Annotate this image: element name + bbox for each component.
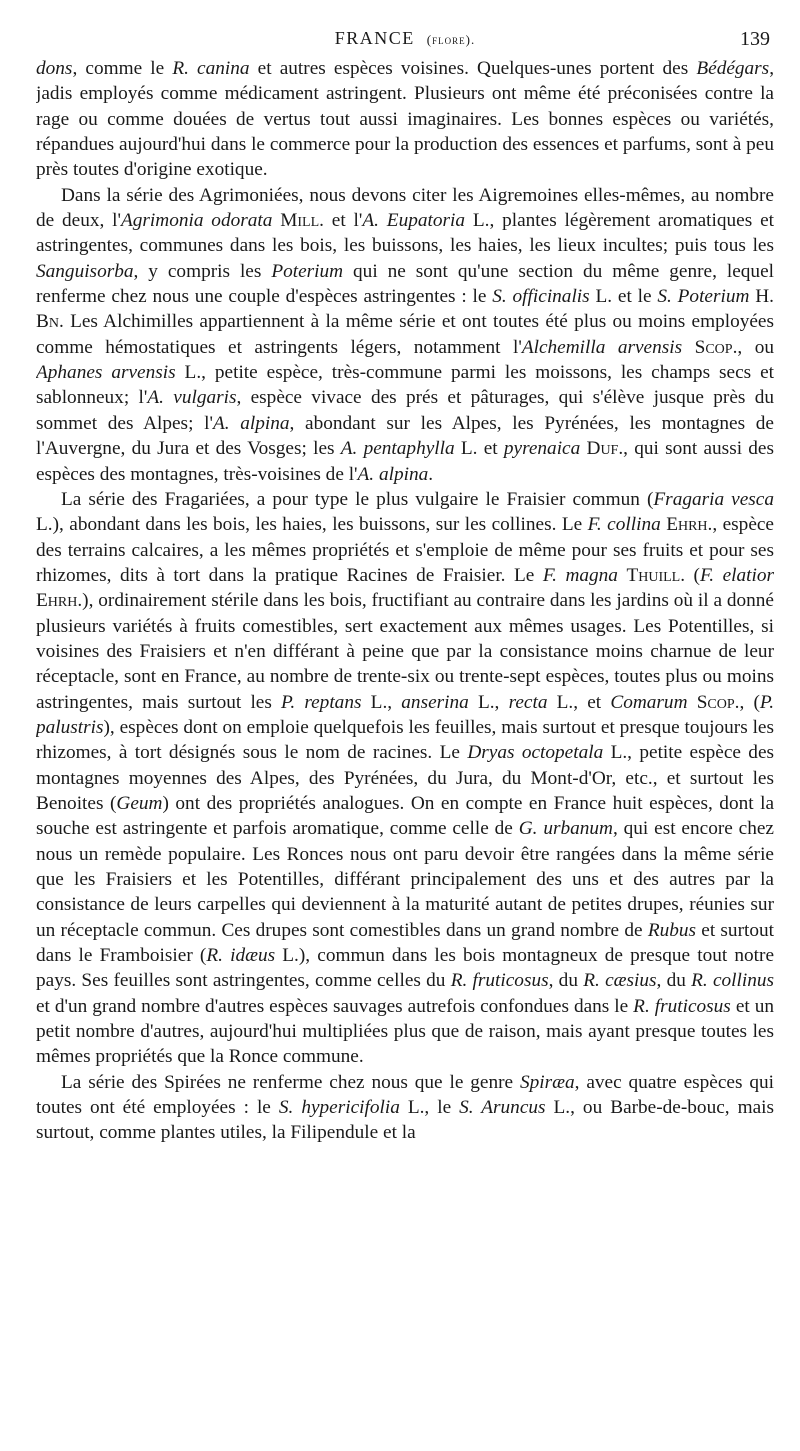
text-run: ., ou bbox=[732, 336, 774, 358]
text-run: , du bbox=[656, 970, 692, 992]
italic-text: R. idæus bbox=[206, 945, 276, 967]
italic-text: F. magna bbox=[542, 564, 618, 586]
italic-text: P. palustris bbox=[36, 691, 774, 738]
italic-text: Comarum bbox=[610, 691, 688, 713]
text-run: La série des Fragariées, a pour type le plus vulgaire le Fraisier commun ( bbox=[61, 488, 654, 510]
text-run: La série des Spirées ne renferme chez nous que le genre bbox=[61, 1071, 520, 1093]
italic-text: S. hypericifolia bbox=[278, 1097, 400, 1119]
small-caps-text: Scop bbox=[696, 691, 735, 713]
italic-text: Dryas octopetala bbox=[467, 742, 604, 764]
text-run: , abondant sur les Alpes, les Pyrénées, les montagnes de l'Auvergne, du Jura et des Vosges; les bbox=[36, 412, 774, 460]
italic-text: pyrenaica bbox=[503, 438, 581, 460]
page-number: 139 bbox=[740, 28, 770, 50]
text-run: , espèce vivace des prés et pâturages, qui s'élève jusque près du sommet des Alpes; l' bbox=[36, 387, 774, 434]
italic-text: R. fruticosus bbox=[450, 970, 549, 992]
italic-text: recta bbox=[508, 691, 548, 713]
italic-text: Sanguisorba bbox=[36, 260, 134, 282]
text-run: . et l' bbox=[319, 210, 363, 232]
italic-text: Geum bbox=[116, 792, 163, 814]
italic-text: A. alpina bbox=[357, 463, 429, 485]
text-run: . Les Alchimilles appartiennent à la même série et ont toutes été plus ou moins employées comme hémostatiques et astringents légers, notamment l' bbox=[36, 311, 774, 358]
italic-text: R. collinus bbox=[691, 970, 774, 992]
paragraph bbox=[36, 487, 774, 1070]
italic-text: A. pentaphylla bbox=[340, 438, 455, 460]
text-run bbox=[688, 692, 697, 713]
text-run bbox=[682, 337, 694, 358]
italic-text: S. Aruncus bbox=[459, 1097, 546, 1119]
text-run: , comme le bbox=[72, 58, 173, 79]
text-run: ) ont des propriétés analogues. On en compte en France huit espèces, dont la souche est astringente et parfois aromatique, comme celle de bbox=[36, 792, 774, 840]
text-run: L., plantes légèrement aromatiques et astringentes, communes dans les bois, les buissons, les haies, les lieux incultes; puis tous les bbox=[36, 210, 774, 257]
text-run: qui ne sont qu'une section du même genre, lequel renferme chez nous une couple d'espèces astringentes : le bbox=[36, 260, 774, 308]
text-run: et un petit nombre d'autres, aujourd'hui multipliées plus que de raison, mais ayant presque toutes les mêmes propriétés que la Ronce commune. bbox=[36, 995, 774, 1068]
italic-text: A. vulgaris bbox=[147, 387, 237, 409]
paragraph bbox=[36, 183, 774, 487]
text-run: L., bbox=[361, 691, 402, 713]
text-run: L.), abondant dans les bois, les haies, les buissons, sur les collines. Le bbox=[36, 514, 588, 536]
text-run: L. et le bbox=[589, 286, 658, 308]
italic-text: P. reptans bbox=[281, 691, 362, 713]
text-run: ., ( bbox=[734, 691, 760, 713]
text-run: , qui est encore chez nous un remède populaire. Les Ronces nous ont paru devoir être rangées dans la même série que les Fraisiers et les Potentilles, différant principalement des uns et des autres par la consistance de leurs carpelles qui deviennent à la maturité autant de petites drupes, réunies sur un réceptacle commun. Ces drupes sont comestibles dans un grand nombre de bbox=[36, 818, 774, 941]
text-run: . bbox=[428, 463, 434, 485]
text-run: L., petite espèce, très-commune parmi les moissons, les champs secs et sablonneux; l' bbox=[36, 362, 774, 409]
italic-text: Bédégars bbox=[696, 58, 770, 79]
text-run: H. bbox=[749, 286, 774, 308]
italic-text: A. Eupatoria bbox=[362, 210, 466, 232]
italic-text: Spiræa bbox=[519, 1071, 575, 1093]
text-run: L., le bbox=[399, 1097, 460, 1119]
italic-text: A. alpina bbox=[212, 412, 290, 434]
small-caps-text: Mill bbox=[280, 210, 320, 232]
italic-text: Aphanes arvensis bbox=[36, 362, 176, 384]
text-run: L., et bbox=[547, 691, 611, 713]
italic-text: Alchemilla arvensis bbox=[521, 336, 683, 358]
text-run: L., petite espèce des montagnes moyennes des Alpes, des Pyrénées, du Jura, du Mont-d'Or, etc., et surtout les Benoites ( bbox=[36, 742, 774, 814]
italic-text: R. canina bbox=[172, 58, 250, 79]
text-run: , du bbox=[548, 970, 584, 992]
running-head bbox=[36, 28, 774, 56]
small-caps-text: Thuill bbox=[626, 564, 681, 586]
text-run: L., bbox=[468, 691, 509, 713]
italic-text: R. cæsius bbox=[583, 970, 657, 992]
italic-text: anserina bbox=[401, 691, 469, 713]
text-run: L.), commun dans les bois montagneux de presque tout notre pays. Ses feuilles sont astringentes, comme celles du bbox=[36, 945, 774, 992]
italic-text: S. officinalis bbox=[492, 286, 590, 308]
text-run: , jadis employés comme médicament astringent. Plusieurs ont même été préconisées contre la rage ou comme douées de vertus tout aussi imaginaires. Les bonnes espèces ou variétés, répandues aujourd'hui dans le commerce pour la production des essences et parfums, sont à peu près toutes d'origine exotique. bbox=[36, 58, 774, 181]
italic-text: Agrimonia odorata bbox=[121, 210, 273, 232]
italic-text: R. fruticosus bbox=[633, 995, 731, 1017]
italic-text: S. Poterium bbox=[657, 286, 750, 308]
text-run: ., espèce des terrains calcaires, a les mêmes propriétés et s'emploie de même pour ses fruits et pour ses rhizomes, dits à tort dans la pratique Racines de Fraisier. Le bbox=[36, 514, 774, 586]
paragraph bbox=[36, 56, 774, 183]
paragraph bbox=[36, 1070, 774, 1146]
small-caps-text: Scop bbox=[694, 336, 733, 358]
text-run: et d'un grand nombre d'autres espèces sauvages autrefois confondues dans le bbox=[36, 995, 634, 1017]
italic-text: Fragaria vesca bbox=[653, 488, 774, 510]
text-run: . ( bbox=[680, 564, 700, 586]
italic-text: G. urbanum bbox=[518, 818, 613, 840]
text-run: , avec quatre espèces qui toutes ont été employées : le bbox=[36, 1071, 774, 1119]
italic-text: F. elatior bbox=[699, 564, 774, 586]
italic-text: dons bbox=[36, 58, 73, 79]
text-run: L. et bbox=[454, 438, 504, 460]
text-run: et autres espèces voisines. Quelques-unes portent des bbox=[249, 58, 697, 79]
text-run: et surtout dans le Framboisier ( bbox=[36, 919, 774, 967]
text-run: Dans la série des Agrimoniées, nous devons citer les Aigremoines elles-mêmes, au nombre de deux, l' bbox=[36, 184, 774, 232]
book-page bbox=[36, 28, 774, 1428]
small-caps-text: Ehrh bbox=[36, 590, 78, 612]
small-caps-text: Duf bbox=[586, 438, 619, 460]
italic-text: Rubus bbox=[647, 919, 697, 941]
italic-text: Poterium bbox=[271, 260, 344, 282]
running-title: FRANCE bbox=[334, 28, 415, 48]
text-run: L., ou Barbe-de-bouc, mais surtout, comme plantes utiles, la Filipendule et la bbox=[36, 1097, 774, 1144]
text-run: ., qui sont aussi des espèces des montagnes, très-voisines de l' bbox=[36, 438, 774, 485]
small-caps-text: Ehrh bbox=[666, 514, 708, 536]
running-subtitle: (flore). bbox=[426, 32, 476, 47]
text-run: , y compris les bbox=[133, 260, 272, 282]
text-run: .), ordinairement stérile dans les bois, fructifiant au contraire dans les jardins où il a donné plusieurs variétés à fruits comestibles, sert exactement aux mêmes usages. Les Potentilles, si voisines des Fraisiers et n'en différant à peine que par la consistance moins charnue de leur réceptacle, sont en France, au nombre de trente-six ou trente-sept espèces, toutes plus ou moins astringentes, mais surtout les bbox=[36, 590, 774, 713]
small-caps-text: Bn bbox=[36, 311, 59, 333]
text-run: ), espèces dont on emploie quelquefois les feuilles, mais surtout et presque toujours les rhizomes, à tort désignés sous le nom de racines. Le bbox=[36, 716, 774, 764]
italic-text: F. collina bbox=[587, 514, 661, 536]
body-text bbox=[36, 56, 774, 1146]
